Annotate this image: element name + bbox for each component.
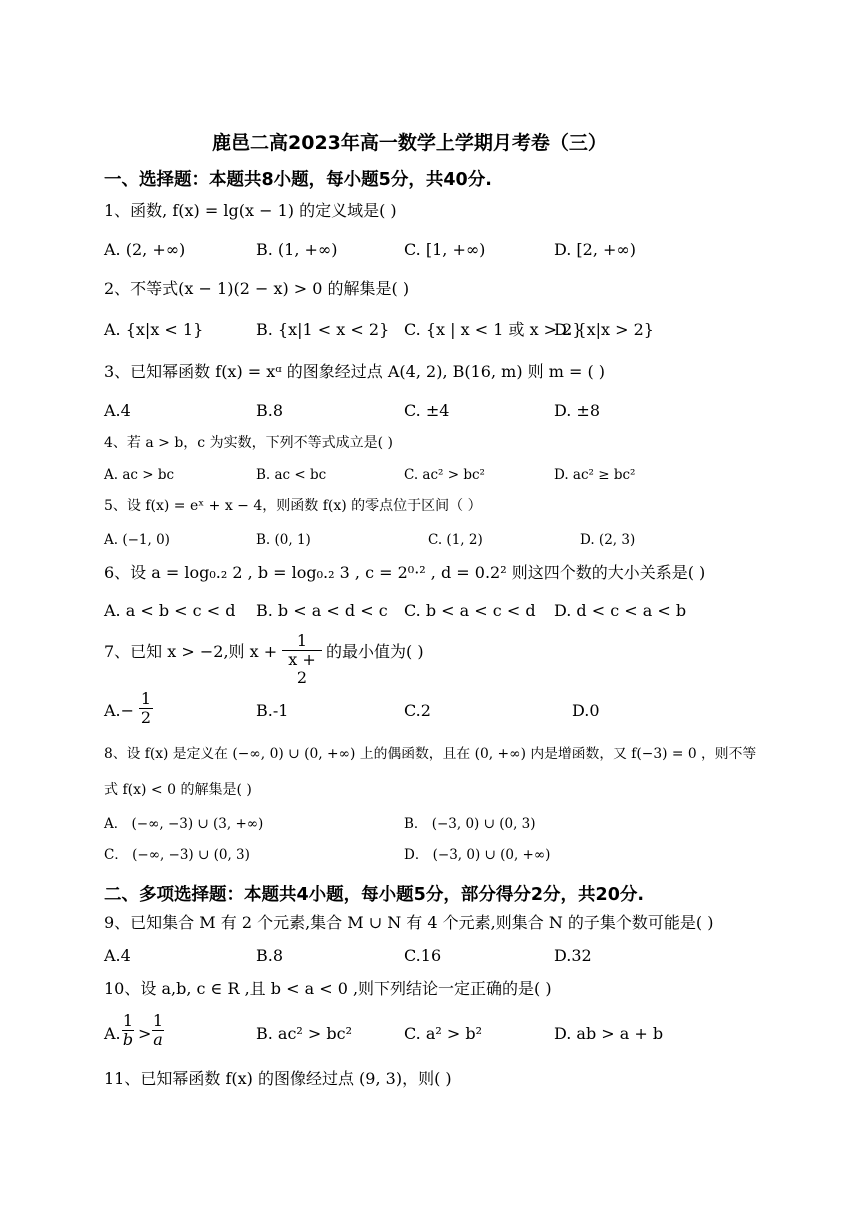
- question-9-stem: 9、已知集合 M 有 2 个元素,集合 M ∪ N 有 4 个元素,则集合 N 的子集个数可能是( ): [104, 913, 714, 932]
- question-7-option-a-numerator: 1: [140, 689, 152, 708]
- question-6-option-b: B. b < a < d < c: [256, 601, 388, 620]
- question-6-option-d: D. d < c < a < b: [554, 601, 687, 620]
- fraction-numerator: 1: [122, 1011, 134, 1030]
- question-10-option-c: C. a² > b²: [404, 1024, 483, 1043]
- question-3-stem: 3、已知幂函数 f(x) = xᵅ 的图象经过点 A(4, 2), B(16, m) 则 m = ( ): [104, 362, 606, 381]
- question-5-option-a: A. (−1, 0): [104, 532, 170, 548]
- question-10-option-a-prefix: A.: [104, 1024, 121, 1043]
- question-8-stem-line-1: 8、设 f(x) 是定义在 (−∞, 0) ∪ (0, +∞) 上的偶函数，且在 (0, +∞) 内是增函数，又 f(−3) = 0 ，则不等: [104, 746, 757, 762]
- page-title: 鹿邑二高2023年高一数学上学期月考卷（三）: [212, 132, 607, 154]
- question-8-option-d: D． (−3, 0) ∪ (0, +∞): [404, 847, 551, 863]
- question-9-option-b: B.8: [256, 946, 284, 965]
- question-1-option-d: D. [2, +∞): [554, 240, 636, 259]
- section-heading-2: 二、多项选择题：本题共4小题，每小题5分，部分得分2分，共20分.: [104, 885, 645, 905]
- question-8-stem-line-2: 式 f(x) < 0 的解集是( ): [104, 782, 252, 798]
- question-1-option-b: B. (1, +∞): [256, 240, 338, 259]
- question-9-option-a: A.4: [104, 946, 131, 965]
- question-7-option-a-denominator: 2: [140, 708, 152, 727]
- question-7-option-a-fraction: [139, 690, 153, 727]
- question-10-option-d: D. ab > a + b: [554, 1024, 664, 1043]
- question-4-option-c: C. ac² > bc²: [404, 467, 485, 483]
- question-5-option-b: B. (0, 1): [256, 532, 311, 548]
- fraction-denominator: b: [122, 1030, 134, 1049]
- question-2-option-d: D. {x|x > 2}: [554, 320, 654, 339]
- question-10-option-a-fraction-1: [122, 1012, 134, 1049]
- question-7-fraction-numerator: 1: [296, 631, 308, 650]
- question-3-option-c: C. ±4: [404, 401, 450, 420]
- question-7-stem-start: 7、已知 x > −2,则 x +: [104, 642, 278, 661]
- question-1-option-c: C. [1, +∞): [404, 240, 486, 259]
- question-7-option-d: D.0: [572, 701, 600, 720]
- question-7-option-a-prefix: A.−: [104, 701, 135, 720]
- question-2-option-a: A. {x|x < 1}: [104, 320, 204, 339]
- question-8-option-c: C． (−∞, −3) ∪ (0, 3): [104, 847, 250, 863]
- question-8-option-a: A． (−∞, −3) ∪ (3, +∞): [104, 816, 264, 832]
- question-6-option-c: C. b < a < c < d: [404, 601, 536, 620]
- question-7-option-b: B.-1: [256, 701, 289, 720]
- fraction-denominator: a: [153, 1030, 163, 1049]
- question-2-stem: 2、不等式(x − 1)(2 − x) > 0 的解集是( ): [104, 279, 410, 298]
- question-10-option-a-fraction-2: [152, 1012, 164, 1049]
- question-1-option-a: A. (2, +∞): [104, 240, 186, 259]
- question-2-option-c: C. {x | x < 1 或 x > 2}: [404, 320, 583, 339]
- question-2-option-b: B. {x|1 < x < 2}: [256, 320, 390, 339]
- question-3-option-b: B.8: [256, 401, 284, 420]
- question-7-fraction-denominator: x + 2: [282, 650, 322, 687]
- question-4-stem: 4、若 a > b，c 为实数，下列不等式成立是( ): [104, 435, 393, 451]
- section-heading-1: 一、选择题：本题共8小题，每小题5分，共40分.: [104, 170, 492, 190]
- question-9-option-c: C.16: [404, 946, 442, 965]
- question-6-option-a: A. a < b < c < d: [104, 601, 236, 620]
- question-7-fraction: [282, 632, 322, 687]
- question-7-option-c: C.2: [404, 701, 431, 720]
- question-4-option-d: D. ac² ≥ bc²: [554, 467, 636, 483]
- question-5-option-d: D. (2, 3): [580, 532, 636, 548]
- question-3-option-d: D. ±8: [554, 401, 601, 420]
- question-3-option-a: A.4: [104, 401, 131, 420]
- fraction-numerator: 1: [152, 1011, 164, 1030]
- question-9-option-d: D.32: [554, 946, 592, 965]
- question-6-stem: 6、设 a = log₀.₂ 2 , b = log₀.₂ 3 , c = 2⁰·² , d = 0.2² 则这四个数的大小关系是( ): [104, 563, 706, 582]
- question-10-option-a-operator: >: [138, 1024, 152, 1043]
- question-8-option-b: B． (−3, 0) ∪ (0, 3): [404, 816, 536, 832]
- question-7-stem-end: 的最小值为( ): [326, 642, 424, 661]
- question-11-stem: 11、已知幂函数 f(x) 的图像经过点 (9, 3)，则( ): [104, 1069, 452, 1088]
- question-10-stem: 10、设 a,b, c ∈ R ,且 b < a < 0 ,则下列结论一定正确的是( ): [104, 979, 552, 998]
- question-1-stem: 1、函数, f(x) = lg(x − 1) 的定义域是( ): [104, 201, 397, 220]
- question-4-option-b: B. ac < bc: [256, 467, 327, 483]
- question-5-stem: 5、设 f(x) = eˣ + x − 4，则函数 f(x) 的零点位于区间（ ）: [104, 498, 482, 514]
- question-5-option-c: C. (1, 2): [428, 532, 483, 548]
- question-10-option-b: B. ac² > bc²: [256, 1024, 353, 1043]
- question-4-option-a: A. ac > bc: [104, 467, 175, 483]
